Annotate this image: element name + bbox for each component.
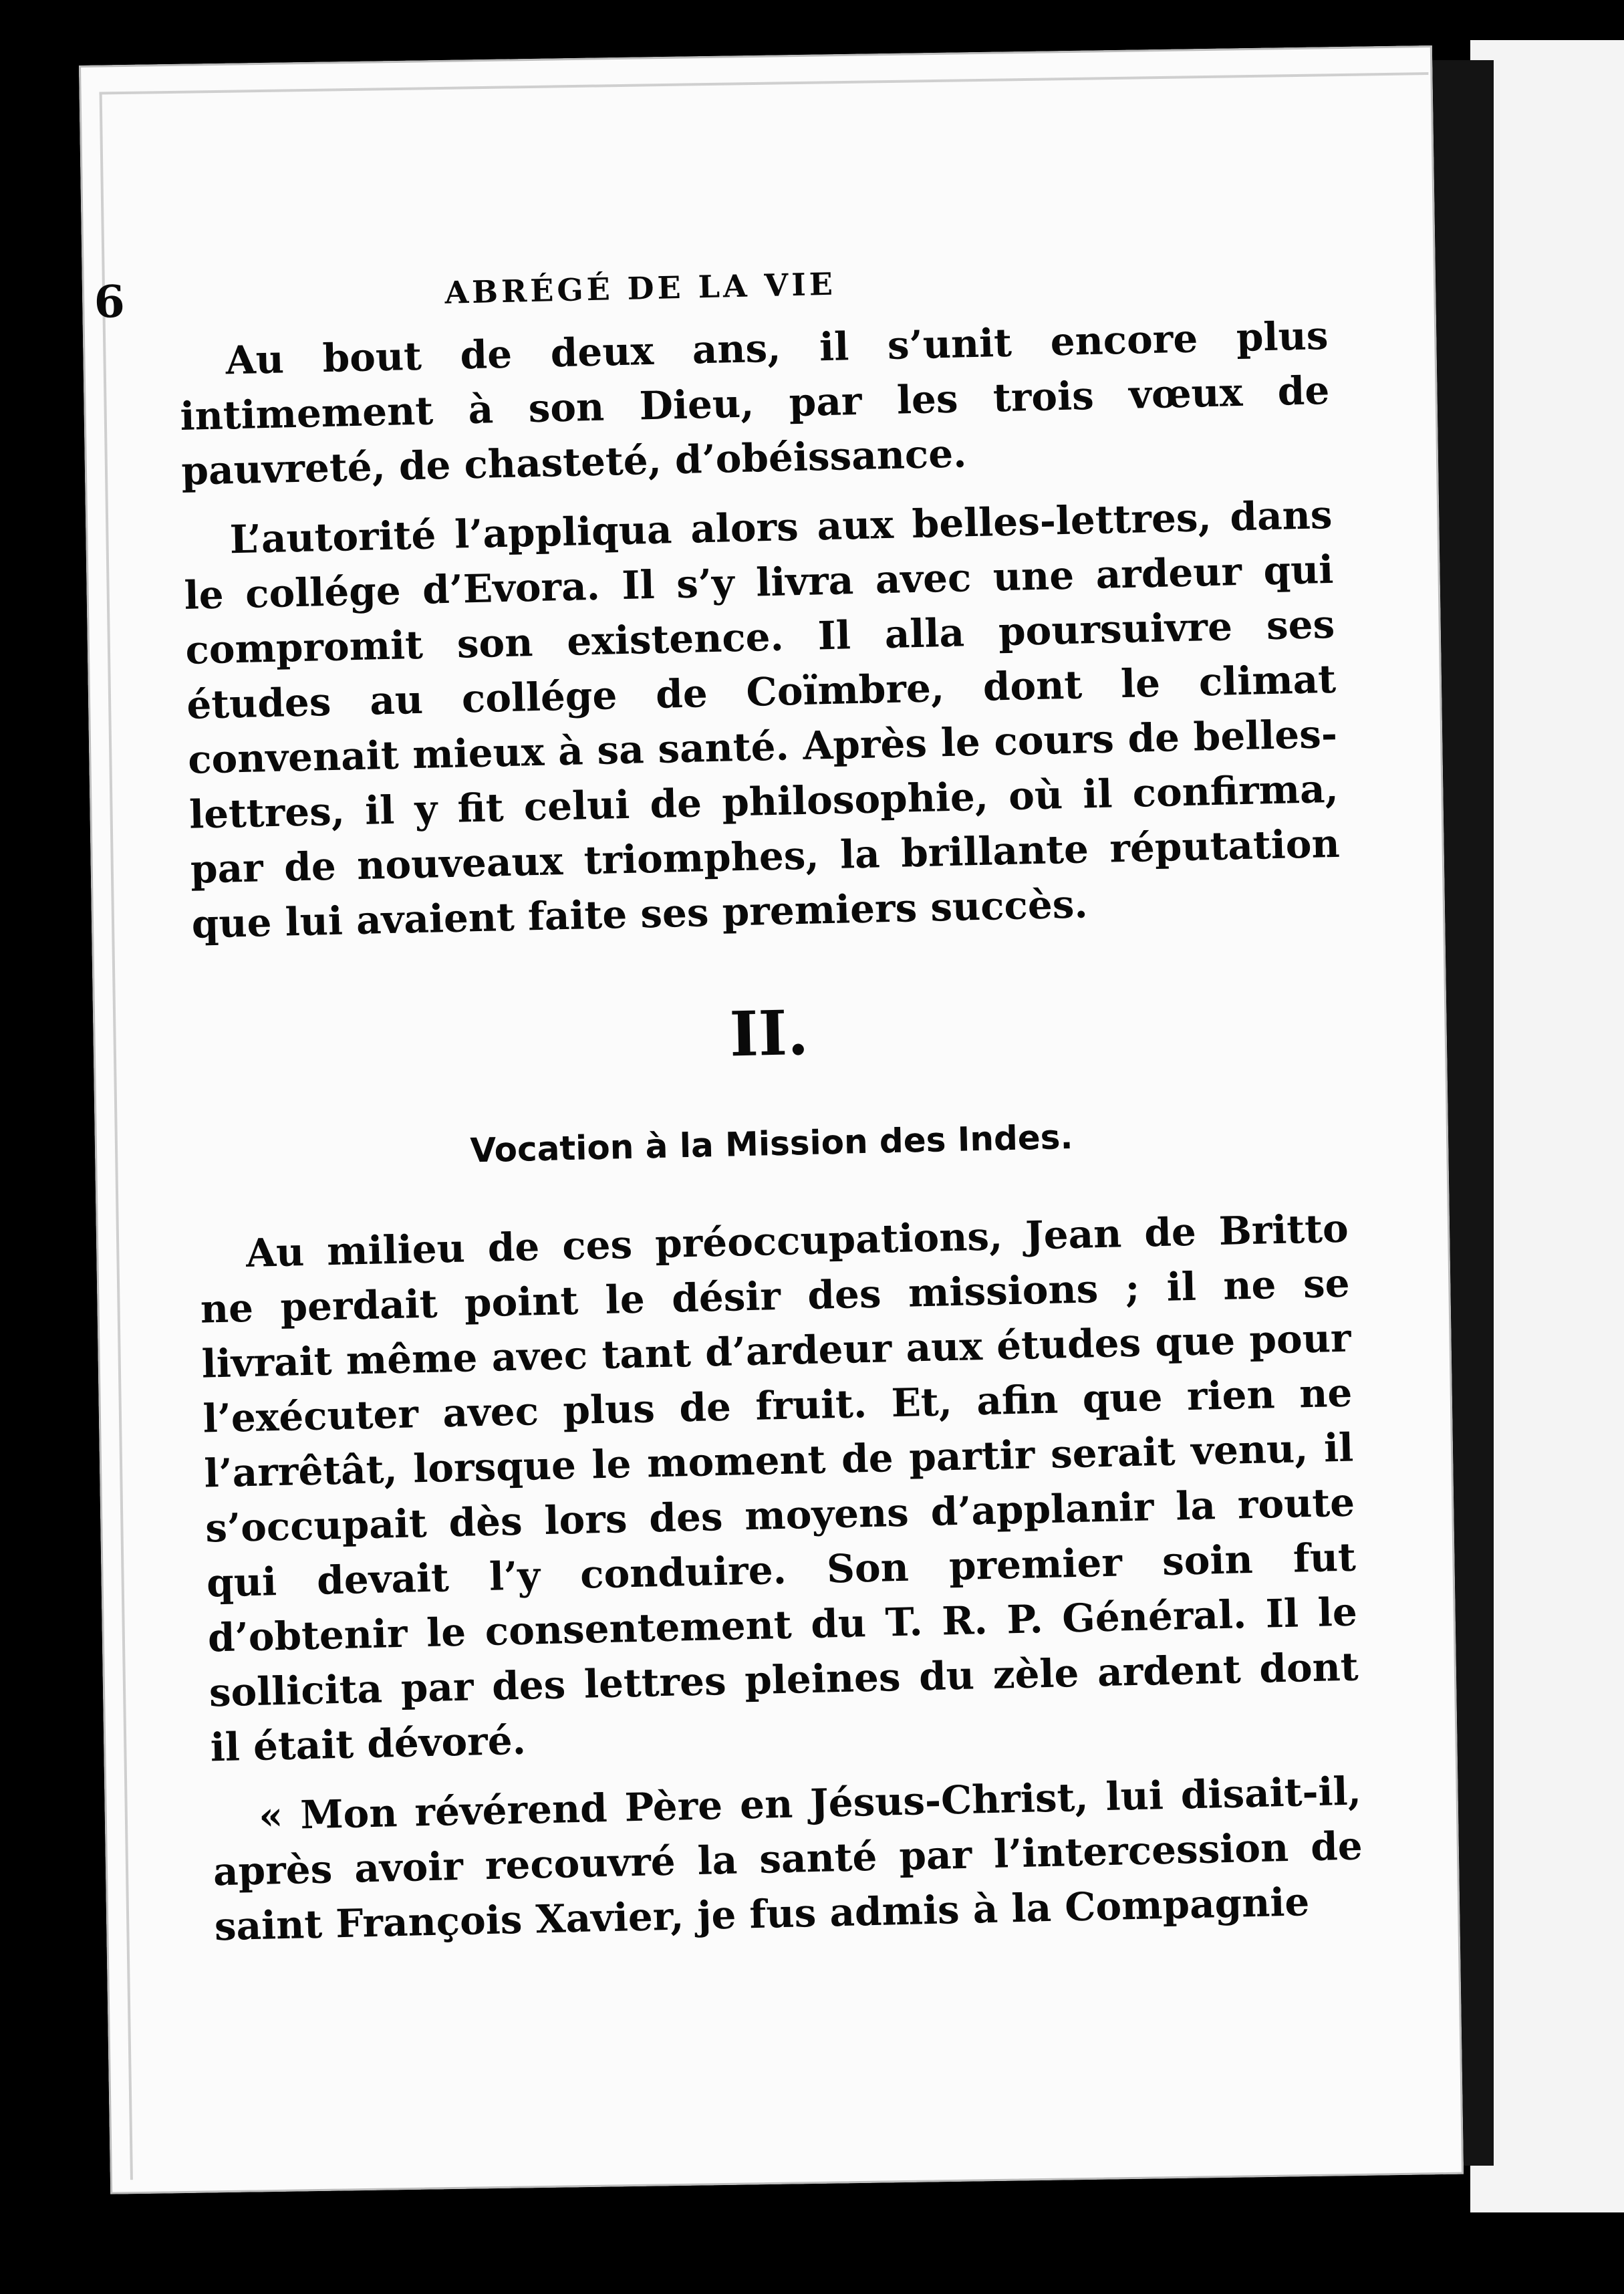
paragraph-vows: Au bout de deux ans, il s’unit encore plus intimement à son Dieu, par les trois vœux de pauvreté, de chasteté, d’obéissance. bbox=[179, 312, 1330, 494]
paragraph-studies: L’autorité l’appliqua alors aux belles-lettres, dans le collége d’Evora. Il s’y livra avec une ardeur qui compromit son existence. Il alla poursuivre ses études au collége de Coïmbre, dont le climat convenait mieux à sa santé. Après le cours de belles-lettres, il y fit celui de philosophie, où il confirma, par de nouveaux triomphes, la brillante réputation que lui avaient faite ses premiers succès. bbox=[183, 491, 1341, 947]
section-title: Vocation à la Mission des Indes. bbox=[469, 1117, 1074, 1170]
page-number: 6 bbox=[93, 275, 126, 328]
section-numeral: II. bbox=[728, 996, 810, 1071]
paragraph-letter-quote: « Mon révérend Père en Jésus-Christ, lui disait-il, après avoir recouvré la santé par l’intercession de saint François Xavier, je fus admis à la Compagnie bbox=[213, 1768, 1363, 1950]
running-title: ABRÉGÉ DE LA VIE bbox=[444, 265, 837, 311]
paragraph-missions: Au milieu de ces préoccupations, Jean de Britto ne perdait point le désir des missions ; il ne se livrait même avec tant d’ardeur aux études que pour l’exécuter avec plus de fruit. Et, afin que rien ne l’arrêtât, lorsque le moment de partir serait venu, il s’occupait dès lors des moyens d’applanir la route qui devait l’y conduire. Son premier soin fut d’obtenir le consentement du T. R. P. Général. Il le sollicita par des lettres pleines du zèle ardent dont il était dévoré. bbox=[200, 1205, 1359, 1771]
page-text-block bbox=[93, 255, 1364, 1954]
